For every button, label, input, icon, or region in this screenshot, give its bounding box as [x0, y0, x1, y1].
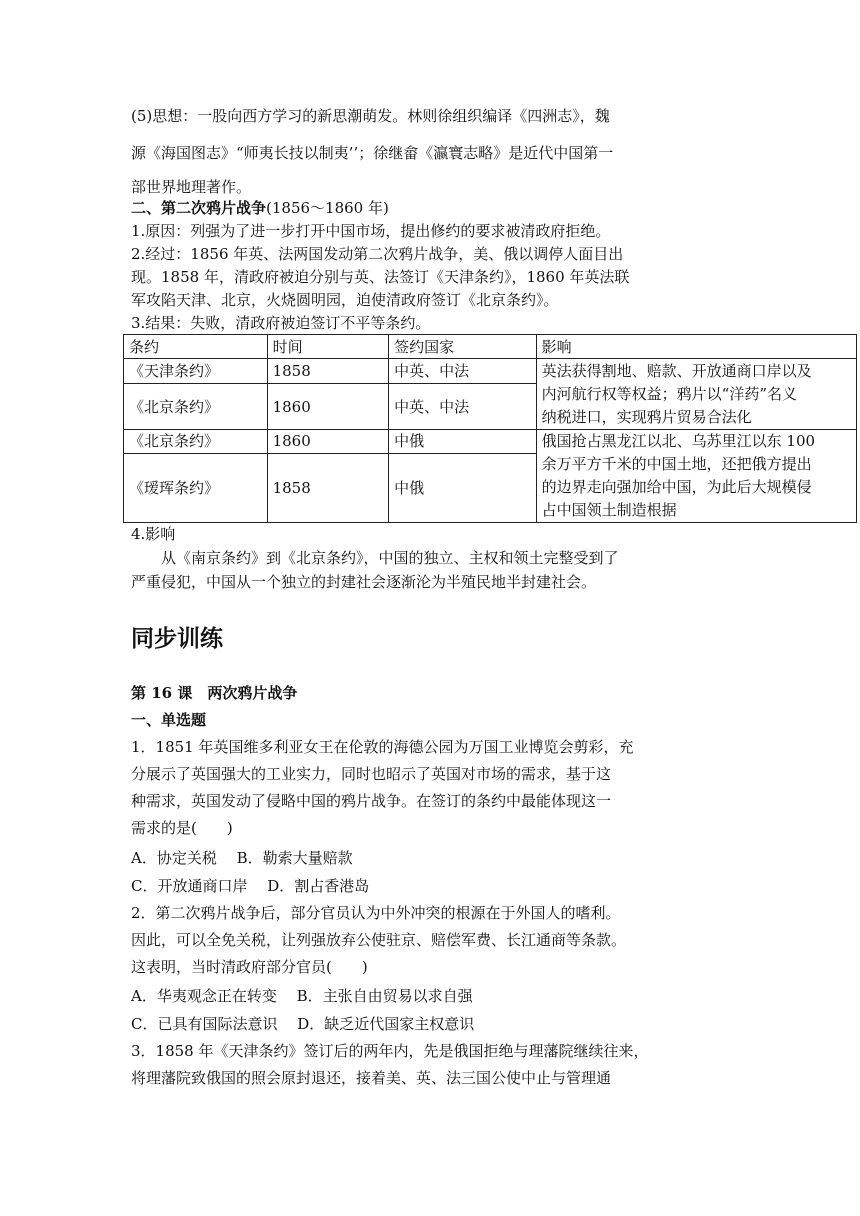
q1-line-3: 种需求，英国发动了侵略中国的鸦片战争。在签订的条约中最能体现这一 [131, 792, 612, 810]
training-heading: 同步训练 [131, 626, 223, 652]
cause-line: 1.原因：列强为了进一步打开中国市场，提出修约的要求被清政府拒绝。 [131, 222, 611, 240]
year-cell: 1858 [267, 359, 388, 384]
effect-line: 内河航行权等权益；鸦片以“洋药”名义 [541, 384, 797, 403]
countries-cell: 中英、中法 [389, 384, 537, 430]
effect-line: 的边界走向强加给中国，为此后大规模侵 [541, 478, 812, 496]
process-line-2: 现。1858 年，清政府被迫分别与英、法签订《天津条约》，1860 年英法联 [131, 268, 630, 286]
q3-line-1: 3．1858 年《天津条约》签订后的两年内，先是俄国拒绝与理藩院继续往来， [131, 1042, 649, 1060]
q1-option-line-1: A．协定关税 B．勒索大量赔款 [131, 849, 353, 867]
effect-line: 纳税进口，实现鸦片贸易合法化 [541, 407, 752, 426]
table-row [124, 430, 857, 454]
year-cell: 1858 [267, 453, 388, 523]
thought-line-2: 源《海国图志》“师夷长技以制夷’’；徐继畲《瀛寰志略》是近代中国第一 [131, 144, 614, 162]
process-line-3: 军攻陷天津、北京，火烧圆明园，迫使清政府签订《北京条约》。 [131, 291, 559, 309]
q2-option-line-1: A．华夷观念正在转变 B．主张自由贸易以求自强 [131, 987, 473, 1005]
table-header-row [124, 335, 857, 359]
thought-line-1: (5)思想：一股向西方学习的新思潮萌发。林则徐组织编译《四洲志》，魏 [131, 107, 610, 125]
countries-cell: 中俄 [389, 430, 537, 454]
table-header-effect: 影响 [536, 335, 856, 359]
q1-option-line-2: C．开放通商口岸 D．割占香港岛 [131, 877, 370, 895]
impact-line-1: 从《南京条约》到《北京条约》，中国的独立、主权和领土完整受到了 [161, 549, 619, 567]
table-header-year: 时间 [267, 335, 388, 359]
effect-line: 英法获得割地、赔款、开放通商口岸以及 [541, 361, 812, 380]
section-single-choice: 一、单选题 [131, 711, 207, 729]
effect-line: 俄国抢占黑龙江以北、乌苏里江以东 100 [541, 432, 816, 450]
effect-line: 余万平方千米的中国土地，还把俄方提出 [541, 455, 812, 473]
treaty-table [123, 334, 857, 523]
section2-heading-years: (1856～1860 年) [266, 199, 389, 217]
q1-line-1: 1．1851 年英国维多利亚女王在伦敦的海德公园为万国工业博览会剪彩，充 [131, 738, 634, 756]
q3-line-2: 将理藩院致俄国的照会原封退还，接着美、英、法三国公使中止与管理通 [131, 1069, 612, 1087]
table-header-treaty: 条约 [124, 335, 268, 359]
countries-cell: 中英、中法 [389, 359, 537, 384]
q2-option-line-2: C．已具有国际法意识 D．缺乏近代国家主权意识 [131, 1015, 475, 1033]
table-header-countries: 签约国家 [389, 335, 537, 359]
q1-line-2: 分展示了英国强大的工业实力，同时也昭示了英国对市场的需求，基于这 [131, 765, 612, 783]
treaty-cell: 《北京条约》 [124, 430, 268, 454]
year-cell: 1860 [267, 430, 388, 454]
treaty-cell: 《北京条约》 [124, 384, 268, 430]
q2-line-2: 因此，可以全免关税，让列强放弃公使驻京、赔偿军费、长江通商等条款。 [131, 931, 627, 949]
effect-cell-britain-france [536, 359, 856, 430]
countries-cell: 中俄 [389, 453, 537, 523]
q1-line-4: 需求的是( ) [131, 819, 233, 837]
year-cell: 1860 [267, 384, 388, 430]
process-line-1: 2.经过：1856 年英、法两国发动第二次鸦片战争，美、俄以调停人面目出 [131, 245, 624, 263]
lesson-title: 第 16 课 两次鸦片战争 [131, 684, 298, 702]
treaty-cell: 《瑷珲条约》 [124, 453, 268, 523]
impact-label: 4.影响 [131, 525, 176, 543]
table-row [124, 359, 857, 384]
thought-line-3: 部世界地理著作。 [131, 178, 252, 196]
q2-line-3: 这表明，当时清政府部分官员( ) [131, 958, 368, 976]
effect-cell-russia [536, 430, 856, 523]
treaty-cell: 《天津条约》 [124, 359, 268, 384]
section2-heading [131, 198, 389, 218]
q2-line-1: 2．第二次鸦片战争后，部分官员认为中外冲突的根源在于外国人的嗜利。 [131, 904, 621, 922]
impact-line-2: 严重侵犯，中国从一个独立的封建社会逐渐沦为半殖民地半封建社会。 [131, 573, 597, 591]
result-line: 3.结果：失败，清政府被迫签订不平等条约。 [131, 314, 431, 332]
effect-line: 占中国领土制造根据 [541, 501, 677, 519]
section2-heading-title: 二、第二次鸦片战争 [131, 199, 267, 217]
